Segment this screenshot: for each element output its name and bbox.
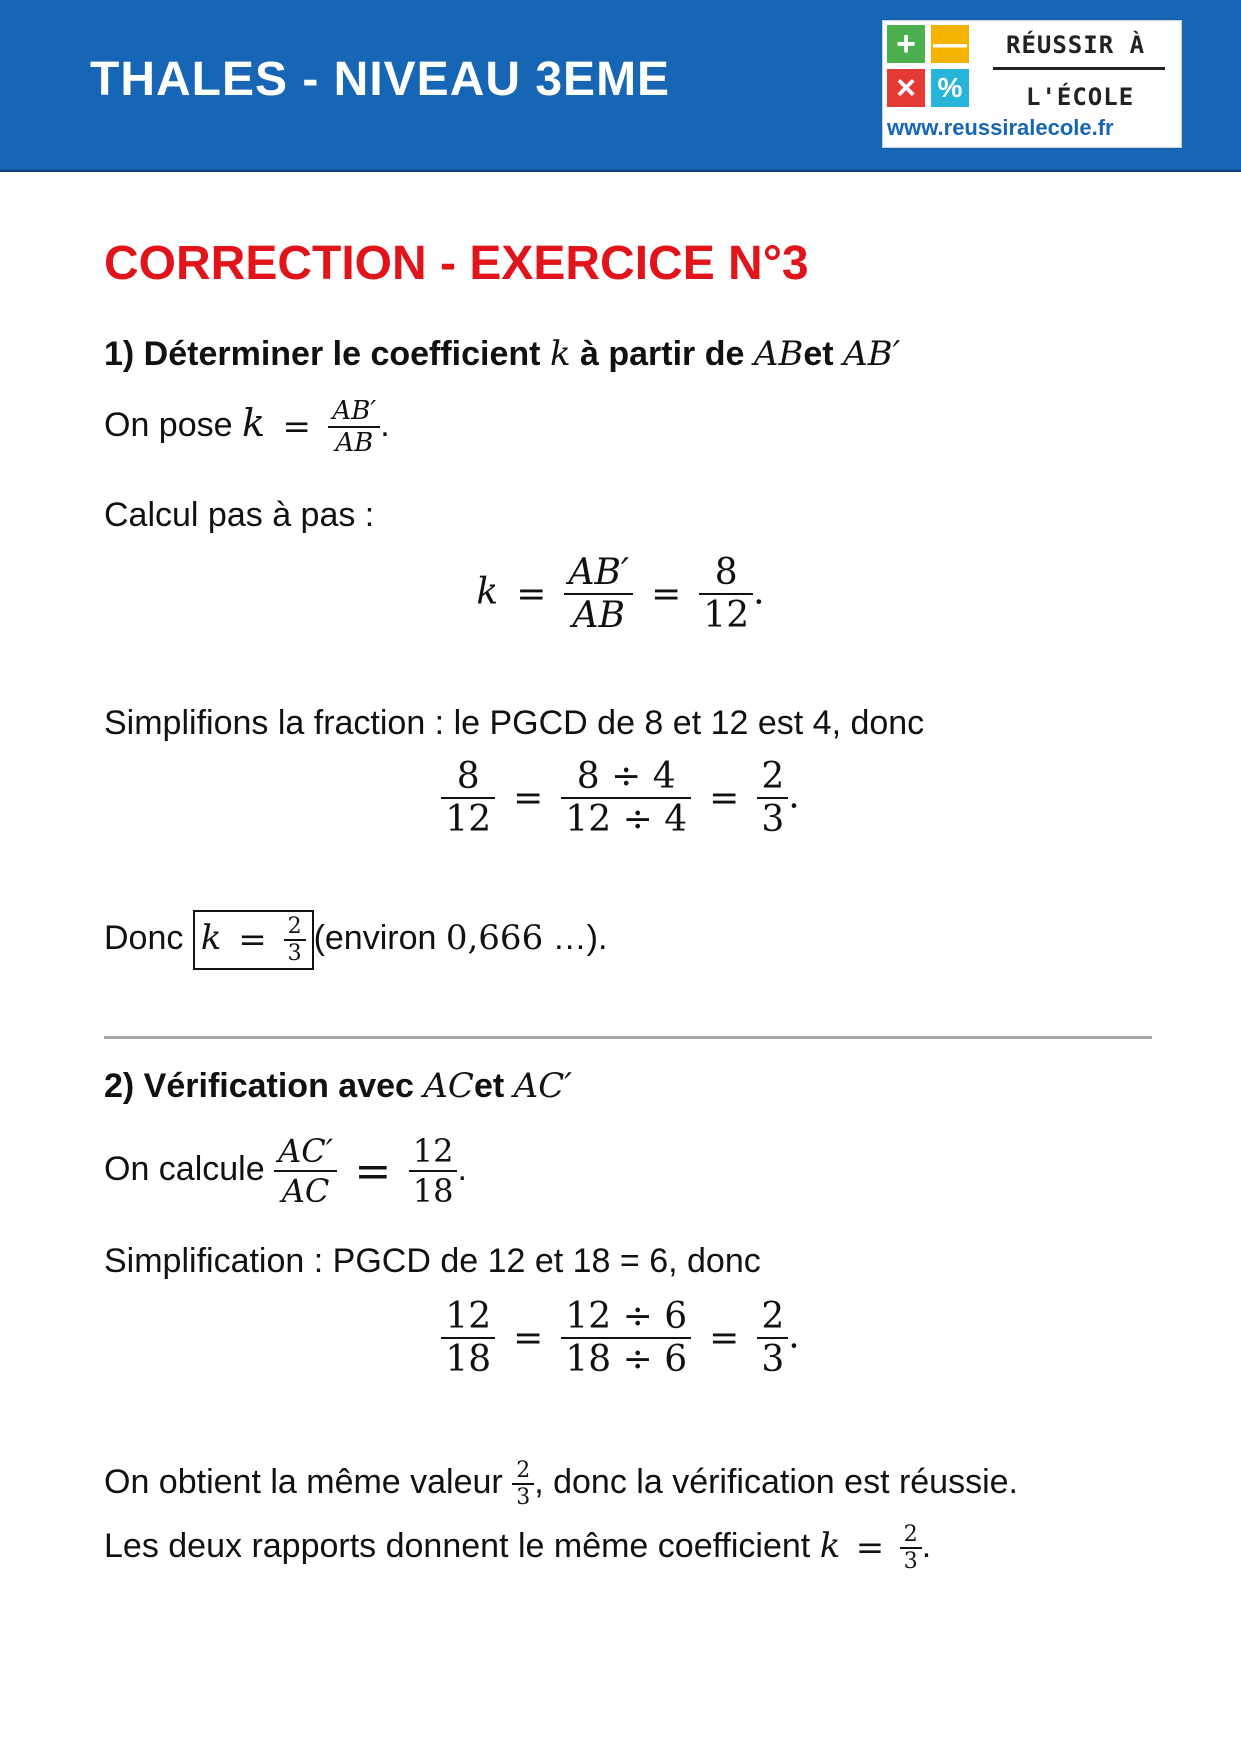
calcule-den2: 18 [409,1170,458,1210]
conclusion-k: k [819,1525,841,1566]
eq1-period: . [753,571,765,613]
same-value-den: 3 [512,1483,534,1510]
conclusion-eq: = [855,1528,885,1568]
conclusion-num: 2 [903,1522,918,1547]
logo [882,20,1182,148]
eq2-num1: 8 [456,756,480,797]
eq1-eq2: = [651,573,682,615]
eq2-period: . [788,775,800,817]
result-box [193,910,314,970]
eq2-eq2: = [709,777,740,819]
calcule-frac2 [409,1132,458,1210]
pose-fraction [328,396,380,458]
donc-text: Donc [104,918,184,957]
conclusion-period: . [921,1526,932,1565]
conclusion-line [104,1522,931,1574]
same-value-num: 2 [516,1458,531,1483]
part1-heading-k: k [549,334,571,374]
eq3-num2: 12 ÷ 6 [565,1296,688,1337]
eq1-den1: AB [564,593,633,636]
pose-den: AB [328,426,380,458]
pose-k: k [241,400,266,445]
calcule-num1: AC′ [278,1132,333,1170]
eq2-frac1 [441,756,495,840]
eq1-num1: AB′ [568,552,630,593]
correction-title: CORRECTION - EXERCICE N°3 [104,237,809,290]
simplification-line: Simplification : PGCD de 12 et 18 = 6, donc [104,1242,761,1280]
eq1-frac1 [564,552,633,636]
box-den: 3 [284,939,306,966]
part1-heading-mid: à partir de [580,335,745,373]
conclusion-frac [900,1522,922,1574]
logo-url[interactable]: www.reussiralecole.fr [887,115,1114,140]
same-value-text: On obtient la même valeur [104,1462,503,1501]
pose-period: . [380,405,390,444]
calcule-line [104,1132,467,1210]
part1-heading [104,334,900,374]
eq3-period: . [788,1315,800,1357]
eq2-den1: 12 [441,797,495,840]
logo-divider [993,67,1165,70]
box-k: k [200,918,222,958]
box-eq: = [238,920,267,960]
eq1-frac2 [699,552,753,636]
eq1-num2: 8 [714,552,738,593]
part1-heading-text: 1) Déterminer le coefficient [104,335,541,373]
part2-heading-acp: AC′ [513,1066,572,1106]
minus-icon: — [933,25,967,63]
part2-heading [104,1066,572,1106]
page-header [0,0,1241,172]
eq3-den3: 3 [757,1337,788,1380]
calcule-den1: AC [274,1170,337,1210]
eq3-eq2: = [709,1317,740,1359]
eq3-num1: 12 [445,1296,492,1337]
simplify-line: Simplifions la fraction : le PGCD de 8 et 12 est 4, donc [104,704,925,742]
pose-text: On pose [104,405,233,444]
part1-heading-ab: AB [753,334,804,374]
eq1-den2: 12 [699,593,753,636]
eq2-den3: 3 [757,797,788,840]
eq3-den1: 18 [441,1337,495,1380]
equation-3 [0,1296,1241,1380]
eq3-eq1: = [513,1317,544,1359]
eq1-k: k [476,571,499,613]
part2-heading-text: 2) Vérification avec [104,1067,414,1105]
pose-eq: = [282,407,311,447]
calcule-eq: = [354,1145,392,1197]
calcule-num2: 12 [412,1132,454,1170]
eq3-num3: 2 [761,1296,785,1337]
pose-num: AB′ [332,396,377,426]
eq2-num2: 8 ÷ 4 [576,756,676,797]
conclusion-text: Les deux rapports donnent le même coefficient [104,1526,811,1565]
approx-open: (environ [313,918,437,957]
part2-heading-ac: AC [423,1066,474,1106]
eq3-den2: 18 ÷ 6 [561,1337,691,1380]
eq2-eq1: = [513,777,544,819]
eq2-den2: 12 ÷ 4 [561,797,691,840]
calcule-text: On calcule [104,1149,265,1188]
box-num: 2 [287,914,302,939]
same-value-line [104,1458,1018,1510]
same-value-frac [512,1458,534,1510]
calcule-period: . [457,1149,467,1188]
eq2-num3: 2 [761,756,785,797]
same-value-end: , donc la vérification est réussie. [534,1462,1019,1501]
logo-line2: L'ÉCOLE [1026,83,1135,111]
conclusion-den: 3 [900,1547,922,1574]
calc-line: Calcul pas à pas : [104,496,375,534]
percent-icon: % [931,69,969,107]
pose-line [104,396,390,458]
equation-1 [0,552,1241,636]
donc-line [104,910,607,970]
section-divider [104,1036,1152,1039]
approx-close: …). [552,918,608,957]
part1-heading-et: et [803,335,834,373]
times-icon: × [887,69,925,107]
equation-2 [0,756,1241,840]
part2-heading-et: et [473,1067,505,1105]
eq2-frac3 [757,756,788,840]
logo-line1: RÉUSSIR À [1006,31,1146,59]
box-frac [284,914,306,966]
header-title: THALES - NIVEAU 3EME [90,53,671,106]
calcule-frac1 [274,1132,337,1210]
eq3-frac1 [441,1296,495,1380]
plus-icon: + [887,25,925,63]
eq3-frac3 [757,1296,788,1380]
eq1-eq1: = [516,573,547,615]
approx-value: 0,666 [445,917,544,958]
part1-heading-abp: AB′ [843,334,901,374]
eq3-frac2 [561,1296,691,1380]
eq2-frac2 [561,756,691,840]
